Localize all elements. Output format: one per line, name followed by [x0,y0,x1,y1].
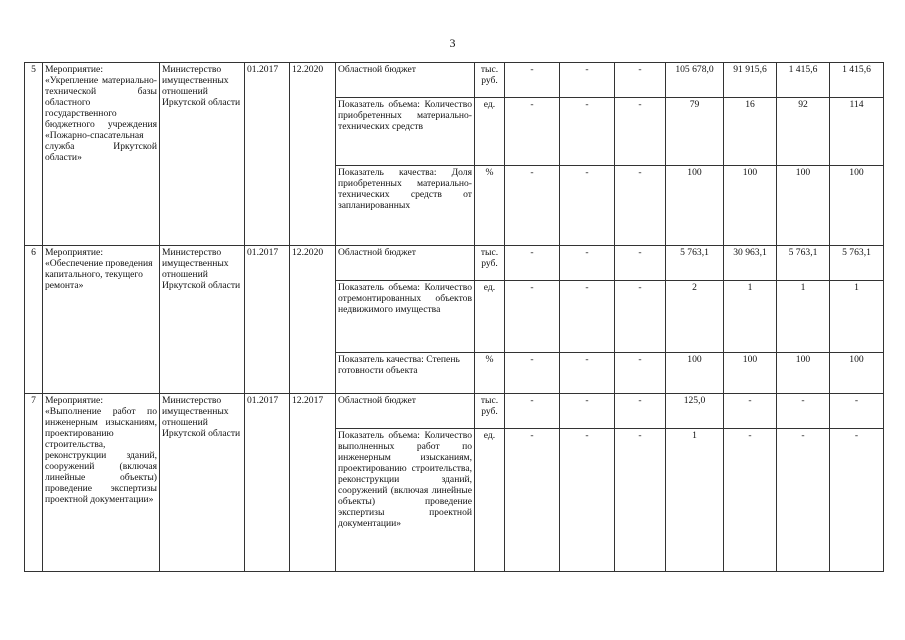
value-cell: 91 915,6 [724,63,777,98]
indicator-name: Показатель объема: Количество приобретенных материально-технических средств [336,98,475,166]
value-cell: - [560,429,615,572]
value-cell: 79 [666,98,724,166]
value-cell: - [560,353,615,394]
value-cell: 100 [666,353,724,394]
value-cell: 100 [777,353,830,394]
indicator-name: Показатель качества: Степень готовности объекта [336,353,475,394]
value-cell: 100 [777,166,830,246]
indicator-name: Областной бюджет [336,394,475,429]
value-cell: - [615,281,666,353]
value-cell: - [560,246,615,281]
start-date: 01.2017 [245,63,290,246]
unit: ед. [475,98,505,166]
value-cell: 100 [724,353,777,394]
measure-name: Мероприятие: «Укрепление материально-технической базы областного государственного бюджетного учреждения «Пожарно-спасательная служба Иркутской области» [43,63,160,246]
row-number: 5 [25,63,43,246]
value-cell: - [830,429,884,572]
measure-name: Мероприятие: «Выполнение работ по инженерным изысканиям, проектированию строительства, реконструкции зданий, сооружений (включая линейные объекты) проведение экспертизы проектной документации» [43,394,160,572]
value-cell: 100 [830,166,884,246]
indicator-name: Показатель качества: Доля приобретенных материально-технических средств от запланированных [336,166,475,246]
value-cell: 2 [666,281,724,353]
value-cell: 114 [830,98,884,166]
value-cell: - [777,394,830,429]
value-cell: - [505,353,560,394]
value-cell: - [615,429,666,572]
value-cell: - [505,63,560,98]
start-date: 01.2017 [245,394,290,572]
program-measures-table [24,62,884,572]
value-cell: - [560,166,615,246]
value-cell: - [505,166,560,246]
value-cell: - [560,281,615,353]
value-cell: 1 415,6 [777,63,830,98]
row-number: 6 [25,246,43,394]
value-cell: 100 [830,353,884,394]
end-date: 12.2017 [290,394,336,572]
value-cell: 105 678,0 [666,63,724,98]
value-cell: 125,0 [666,394,724,429]
value-cell: - [777,429,830,572]
value-cell: 100 [666,166,724,246]
value-cell: - [505,98,560,166]
end-date: 12.2020 [290,63,336,246]
value-cell: - [505,246,560,281]
executor: Министерство имущественных отношений Иркутской области [160,394,245,572]
value-cell: 1 [724,281,777,353]
value-cell: - [615,166,666,246]
value-cell: 100 [724,166,777,246]
value-cell: - [560,98,615,166]
table-row [25,63,884,98]
table-row [25,394,884,429]
unit: % [475,353,505,394]
indicator-name: Областной бюджет [336,63,475,98]
value-cell: - [560,394,615,429]
value-cell: 5 763,1 [666,246,724,281]
start-date: 01.2017 [245,246,290,394]
table-row [25,246,884,281]
page-number: 3 [449,36,456,50]
row-number: 7 [25,394,43,572]
value-cell: - [505,394,560,429]
executor: Министерство имущественных отношений Иркутской области [160,63,245,246]
indicator-name: Показатель объема: Количество отремонтированных объектов недвижимого имущества [336,281,475,353]
unit: тыс. руб. [475,246,505,281]
unit: тыс. руб. [475,394,505,429]
value-cell: - [505,429,560,572]
unit: тыс. руб. [475,63,505,98]
value-cell: - [505,281,560,353]
value-cell: - [615,63,666,98]
end-date: 12.2020 [290,246,336,394]
value-cell: - [724,394,777,429]
value-cell: 16 [724,98,777,166]
value-cell: 5 763,1 [830,246,884,281]
unit: ед. [475,281,505,353]
value-cell: 1 [830,281,884,353]
indicator-name: Показатель объема: Количество выполненных работ по инженерным изысканиям, проектированию строительства, реконструкции зданий, сооружений (включая линейные объекты) проведение экспертизы проектной документации» [336,429,475,572]
value-cell: - [724,429,777,572]
value-cell: - [560,63,615,98]
indicator-name: Областной бюджет [336,246,475,281]
value-cell: 1 415,6 [830,63,884,98]
value-cell: - [615,353,666,394]
unit: ед. [475,429,505,572]
unit: % [475,166,505,246]
value-cell: - [615,246,666,281]
value-cell: 1 [666,429,724,572]
executor: Министерство имущественных отношений Иркутской области [160,246,245,394]
value-cell: - [615,394,666,429]
measure-name: Мероприятие: «Обеспечение проведения капитального, текущего ремонта» [43,246,160,394]
value-cell: - [615,98,666,166]
value-cell: 30 963,1 [724,246,777,281]
value-cell: 1 [777,281,830,353]
value-cell: 5 763,1 [777,246,830,281]
value-cell: - [830,394,884,429]
value-cell: 92 [777,98,830,166]
